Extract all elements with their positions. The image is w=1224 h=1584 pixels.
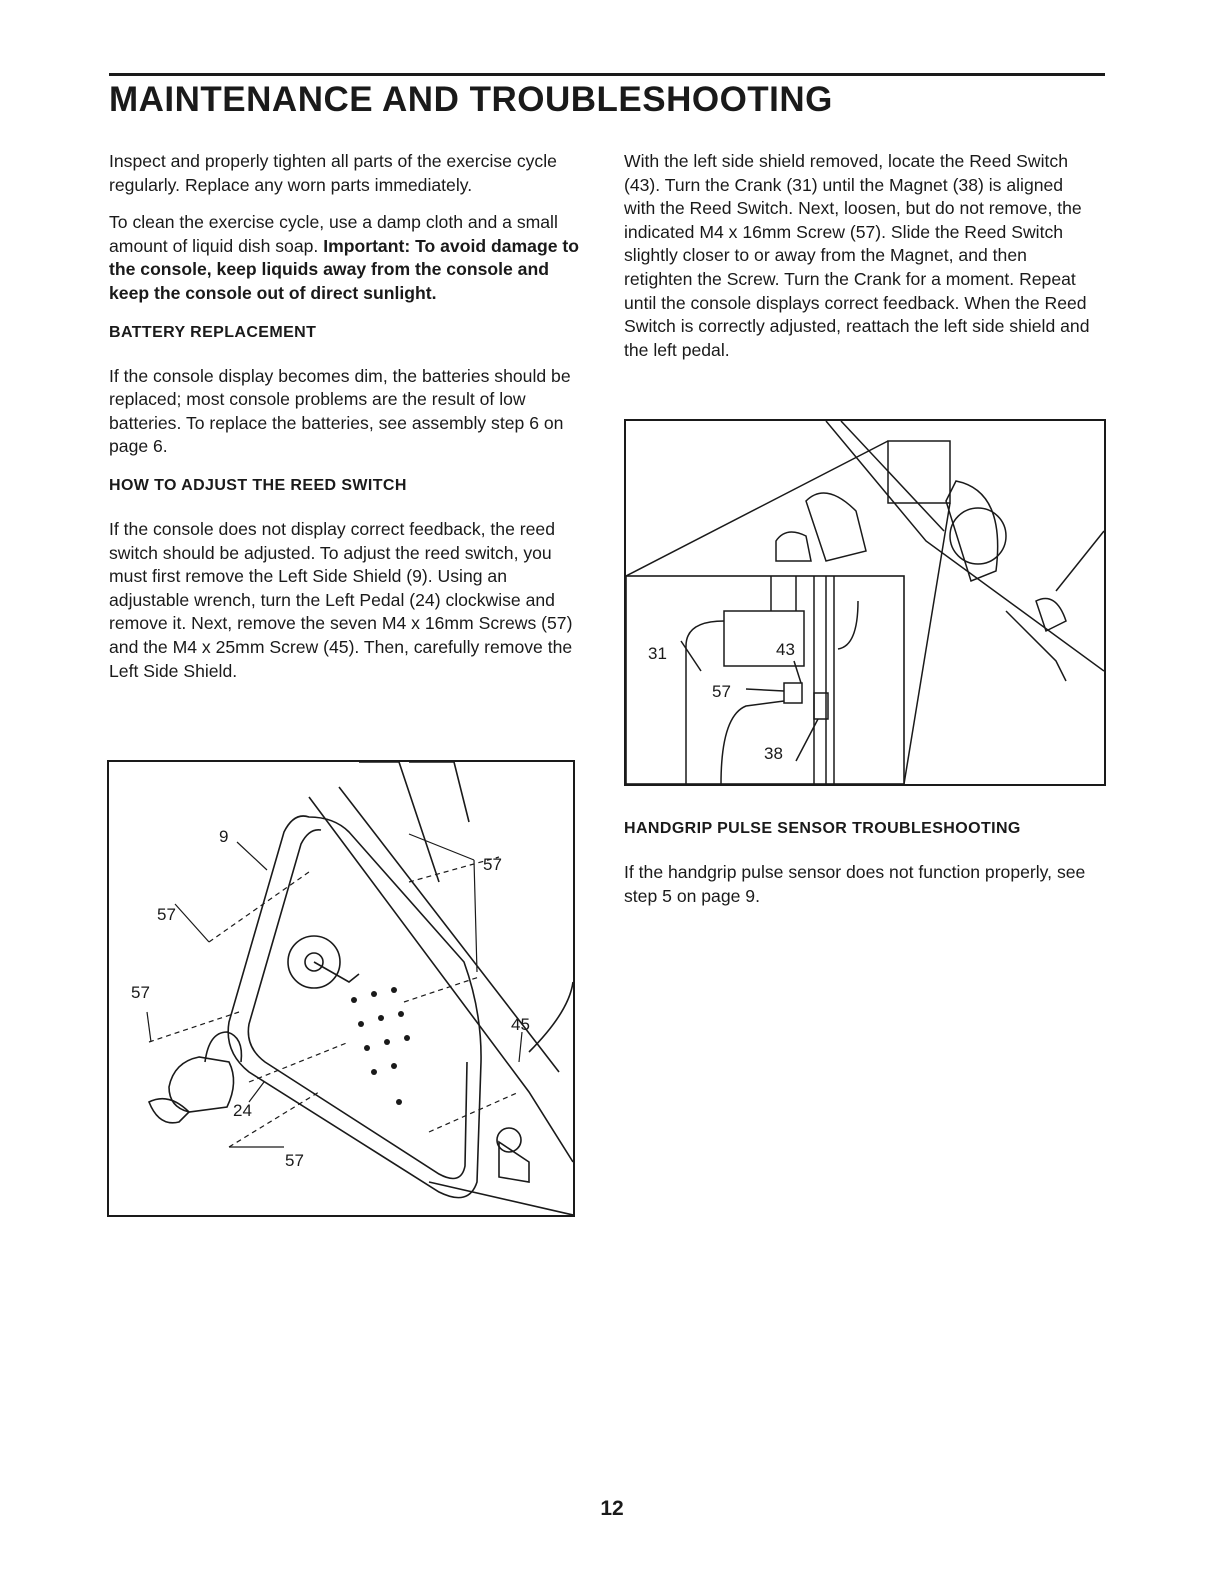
cleaning-text: To clean the exercise cycle, use a damp cloth and a small amount of liquid dish soap.: [109, 212, 558, 256]
side-shield-illustration: [109, 762, 573, 1215]
page-number: 12: [600, 1497, 624, 1520]
battery-paragraph: If the console display becomes dim, the batteries should be replaced; most console problems are the result of low batteries. To replace the batteries, see assembly step 6 on page 6.: [109, 365, 571, 457]
battery-heading: BATTERY REPLACEMENT: [109, 323, 317, 341]
pulse-sensor-paragraph: If the handgrip pulse sensor does not function properly, see step 5 on page 9.: [624, 862, 1086, 906]
label-57-bottom: 57: [285, 1151, 304, 1170]
right-column: [624, 150, 1094, 376]
reed-switch-diagram: [624, 419, 1106, 786]
label-57-top-right: 57: [483, 855, 502, 874]
label-57-left: 57: [131, 983, 150, 1002]
label-57-left-upper: 57: [157, 905, 176, 924]
pulse-sensor-heading: HANDGRIP PULSE SENSOR TROUBLESHOOTING: [624, 820, 1021, 837]
inspect-paragraph: Inspect and properly tighten all parts of the exercise cycle regularly. Replace any worn parts immediately.: [109, 151, 557, 195]
title-rule: [109, 73, 1105, 76]
reed-switch-illustration: [626, 421, 1104, 784]
important-warning: Important: To avoid damage to the console, keep liquids away from the console and keep the console out of direct sunlight.: [109, 235, 579, 303]
reed-switch-paragraph: If the console does not display correct feedback, the reed switch should be adjusted. To adjust the reed switch, you must first remove the Left Side Shield (9). Using an adjustable wrench, turn the Left Pedal (24) clockwise and remove it. Next, remove the seven M4 x 16mm Screws (57) and the M4 x 25mm Screw (45). Then, carefully remove the Left Side Shield.: [109, 518, 573, 681]
reed-switch-heading: HOW TO ADJUST THE REED SWITCH: [109, 476, 407, 494]
reed-adjust-paragraph: With the left side shield removed, locate the Reed Switch (43). Turn the Crank (31) until the Magnet (38) is aligned with the Reed Switch. Next, loosen, but do not remove, the indicated M4 x 16mm Screw (57). Slide the Reed Switch slightly closer to or away from the Magnet, and then retighten the Screw. Turn the Crank for a moment. Repeat until the console displays correct feedback. When the Reed Switch is correctly adjusted, reattach the left side shield and the left pedal.: [624, 151, 1090, 360]
label-9: 9: [219, 827, 229, 846]
pulse-sensor-section: [624, 818, 1104, 908]
label-43: 43: [776, 640, 795, 659]
label-24: 24: [233, 1101, 252, 1120]
label-31: 31: [648, 644, 667, 663]
label-38: 38: [764, 744, 783, 763]
cleaning-paragraph: [109, 211, 579, 305]
label-45: 45: [511, 1015, 530, 1034]
page-title: MAINTENANCE AND TROUBLESHOOTING: [109, 80, 833, 119]
left-column: [109, 150, 579, 697]
label-57: 57: [712, 682, 731, 701]
side-shield-diagram: [107, 760, 575, 1217]
